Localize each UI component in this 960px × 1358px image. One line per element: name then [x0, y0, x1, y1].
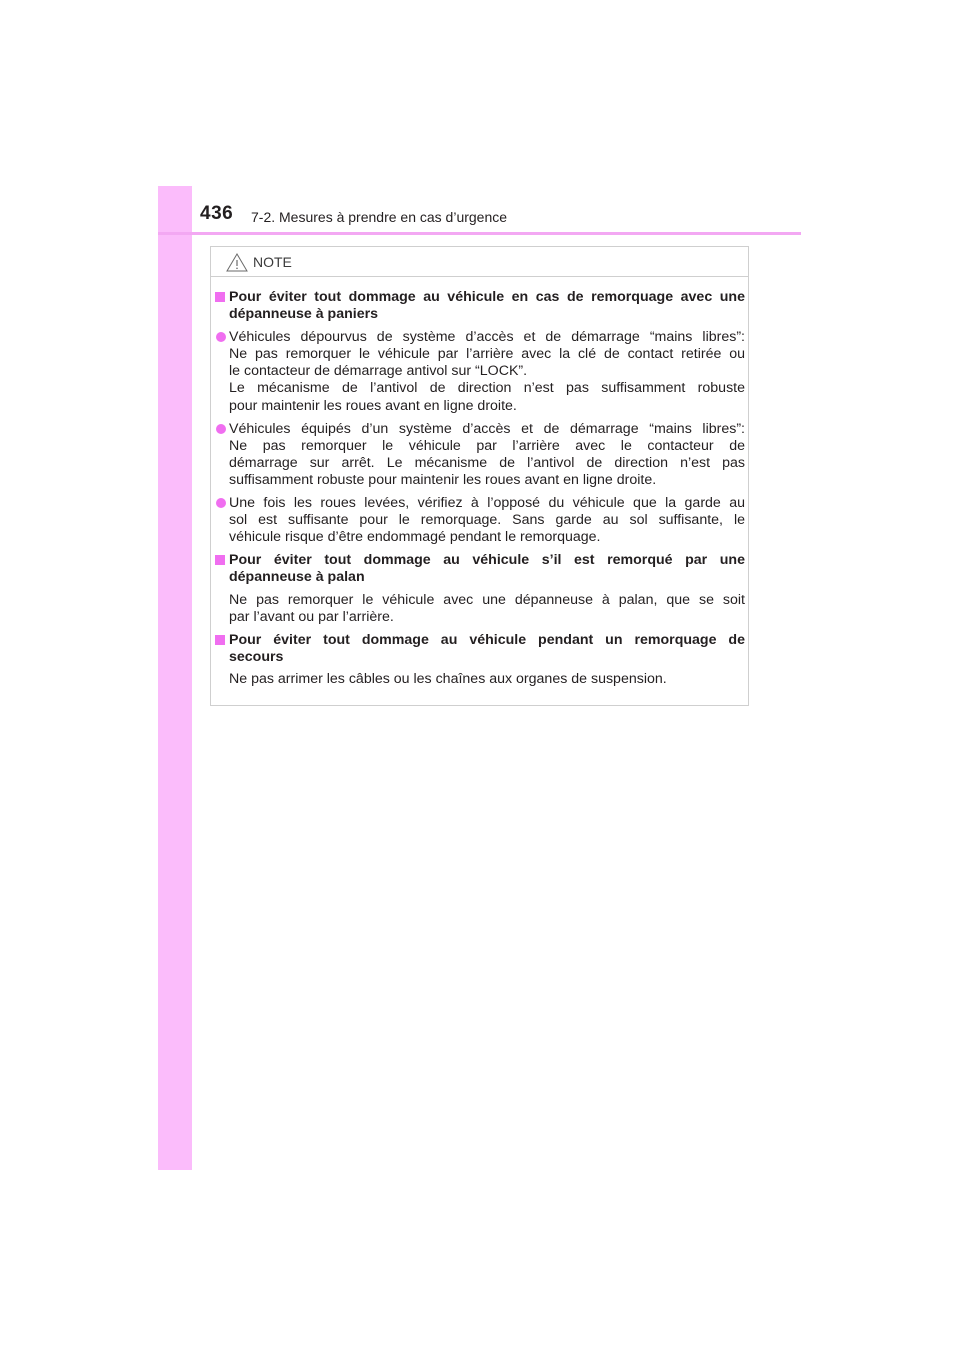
- heading-line: dépanneuse à palan: [229, 569, 365, 586]
- text-line: par l’avant ou par l’arrière.: [229, 608, 394, 625]
- item-body: [215, 592, 745, 626]
- heading-line: Pour éviter tout dommage au véhicule en cas de remorquage avec une: [229, 289, 745, 305]
- note-box: [210, 246, 749, 706]
- note-item: [215, 552, 745, 625]
- section-title: 7-2. Mesures à prendre en cas d’urgence: [251, 209, 508, 225]
- heading-line: Pour éviter tout dommage au véhicule pendant un remorquage de: [229, 631, 745, 648]
- page-number: 436: [200, 203, 234, 224]
- warning-triangle-icon: [226, 253, 248, 272]
- square-bullet-icon: [215, 555, 225, 565]
- text-line: Véhicules dépourvus de système d’accès et de démarrage “mains libres”:: [229, 329, 745, 346]
- text-line: Ne pas remorquer le véhicule par l’arrière avec le contacteur de: [229, 437, 745, 454]
- item-heading: [215, 552, 745, 586]
- text-line: Ne pas arrimer les câbles ou les chaînes aux organes de suspension.: [229, 670, 667, 687]
- note-content: [215, 289, 745, 694]
- text-line: Une fois les roues levées, vérifiez à l’opposé du véhicule que la garde au: [229, 495, 745, 512]
- text-line: Véhicules équipés d’un système d’accès et de démarrage “mains libres”:: [229, 420, 745, 437]
- text-line: le contacteur de démarrage antivol sur “LOCK”.: [229, 363, 528, 380]
- bullet-item: [215, 421, 745, 489]
- round-bullet-icon: [216, 332, 226, 342]
- round-bullet-icon: [216, 498, 226, 508]
- note-item: [215, 632, 745, 688]
- text-line: Ne pas remorquer le véhicule avec une dépanneuse à palan, que se soit: [229, 591, 745, 608]
- text-line: Le mécanisme de l’antivol de direction n’est pas suffisamment robuste: [229, 380, 745, 397]
- bullet-item: [215, 495, 745, 546]
- note-item: [215, 289, 745, 546]
- text-line: suffisamment robuste pour maintenir les roues avant en ligne droite.: [229, 471, 657, 488]
- text-line: véhicule risque d’être endommagé pendant le remorquage.: [229, 529, 601, 546]
- text-line: pour maintenir les roues avant en ligne droite.: [229, 397, 517, 414]
- text-line: démarrage sur arrêt. Le mécanisme de l’antivol de direction n’est pas: [229, 454, 745, 471]
- item-heading: [215, 632, 745, 666]
- header-rule: [158, 232, 801, 235]
- item-body: [215, 671, 745, 688]
- text-line: Ne pas remorquer le véhicule par l’arrière avec la clé de contact retirée ou: [229, 346, 745, 363]
- heading-line: Pour éviter tout dommage au véhicule s’il est remorqué par une: [229, 552, 745, 569]
- heading-line: dépanneuse à paniers: [229, 306, 379, 323]
- text-line: sol est suffisante pour le remorquage. Sans garde au sol suffisante, le: [229, 512, 745, 529]
- item-heading: [215, 289, 745, 323]
- note-label: NOTE: [253, 254, 292, 270]
- square-bullet-icon: [215, 292, 225, 302]
- note-header: [211, 247, 748, 277]
- square-bullet-icon: [215, 635, 225, 645]
- chapter-side-band: [158, 186, 192, 1170]
- round-bullet-icon: [216, 424, 226, 434]
- bullet-item: [215, 329, 745, 414]
- heading-line: secours: [229, 648, 284, 665]
